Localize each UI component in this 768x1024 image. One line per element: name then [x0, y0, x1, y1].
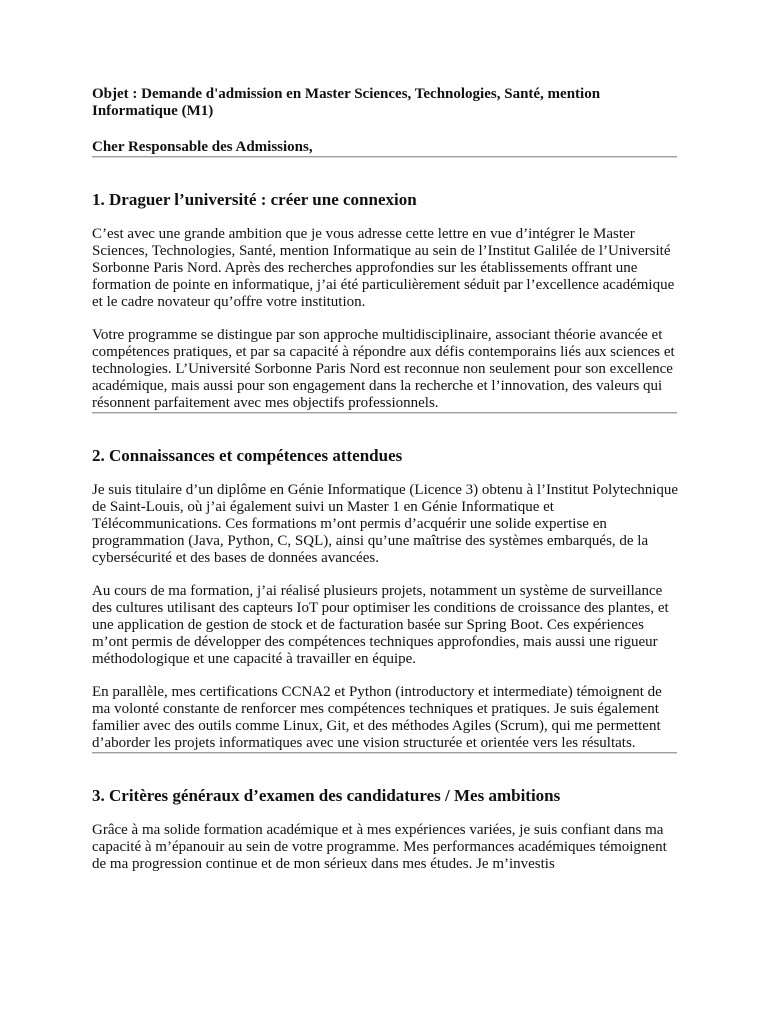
- section-divider: [92, 156, 677, 158]
- section-heading-2: 2. Connaissances et compétences attendues: [92, 446, 403, 465]
- section-2-paragraph-1: Je suis titulaire d’un diplôme en Génie Informatique (Licence 3) obtenu à l’Institut Polytechnique de Saint-Louis, où j’ai également suivi un Master 1 en Génie Informatique et Télécommunications. Ces formations m’ont permis d’acquérir une solide expertise en programmation (Java, Python, C, SQL), ainsi qu’une maîtrise des systèmes embarqués, de la cybersécurité et des bases de données avancées.: [92, 482, 679, 566]
- section-divider: [92, 752, 677, 754]
- section-2-paragraph-2: Au cours de ma formation, j’ai réalisé plusieurs projets, notamment un système de surveillance des cultures utilisant des capteurs IoT pour optimiser les conditions de croissance des plantes, et une application de gestion de stock et de facturation basée sur Spring Boot. Ces expériences m’ont permis de développer des compétences techniques approfondies, mais aussi une rigueur méthodologique et une capacité à travailler en équipe.: [92, 583, 669, 667]
- letter-salutation: Cher Responsable des Admissions,: [92, 139, 313, 155]
- section-heading-1: 1. Draguer l’université : créer une connexion: [92, 190, 417, 209]
- section-3-paragraph-1: Grâce à ma solide formation académique et à mes expériences variées, je suis confiant dans ma capacité à m’épanouir au sein de votre programme. Mes performances académiques témoignent de ma progression continue et de mon sérieux dans mes études. Je m’investis: [92, 822, 667, 872]
- letter-subject: Objet : Demande d'admission en Master Sciences, Technologies, Santé, mention Informatique (M1): [92, 86, 601, 119]
- section-heading-3: 3. Critères généraux d’examen des candidatures / Mes ambitions: [92, 786, 561, 805]
- section-1-paragraph-1: C’est avec une grande ambition que je vous adresse cette lettre en vue d’intégrer le Master Sciences, Technologies, Santé, mention Informatique au sein de l’Institut Galilée de l’Université Sorbonne Paris Nord. Après des recherches approfondies sur les établissements offrant une formation de pointe en informatique, j’ai été particulièrement séduit par l’excellence académique et le cadre novateur qu’offre votre institution.: [92, 226, 675, 310]
- section-divider: [92, 412, 677, 414]
- section-2-paragraph-3: En parallèle, mes certifications CCNA2 et Python (introductory et intermediate) témoignent de ma volonté constante de renforcer mes compétences techniques et pratiques. Je suis également familier avec des outils comme Linux, Git, et des méthodes Agiles (Scrum), qui me permettent d’aborder les projets informatiques avec une vision structurée et orientée vers les résultats.: [92, 684, 662, 751]
- letter-page: [92, 86, 680, 873]
- section-1-paragraph-2: Votre programme se distingue par son approche multidisciplinaire, associant théorie avancée et compétences pratiques, et par sa capacité à répondre aux défis contemporains liés aux sciences et technologies. L’Université Sorbonne Paris Nord est reconnue non seulement pour son excellence académique, mais aussi pour son engagement dans la recherche et l’innovation, des valeurs qui résonnent parfaitement avec mes objectifs professionnels.: [92, 327, 675, 411]
